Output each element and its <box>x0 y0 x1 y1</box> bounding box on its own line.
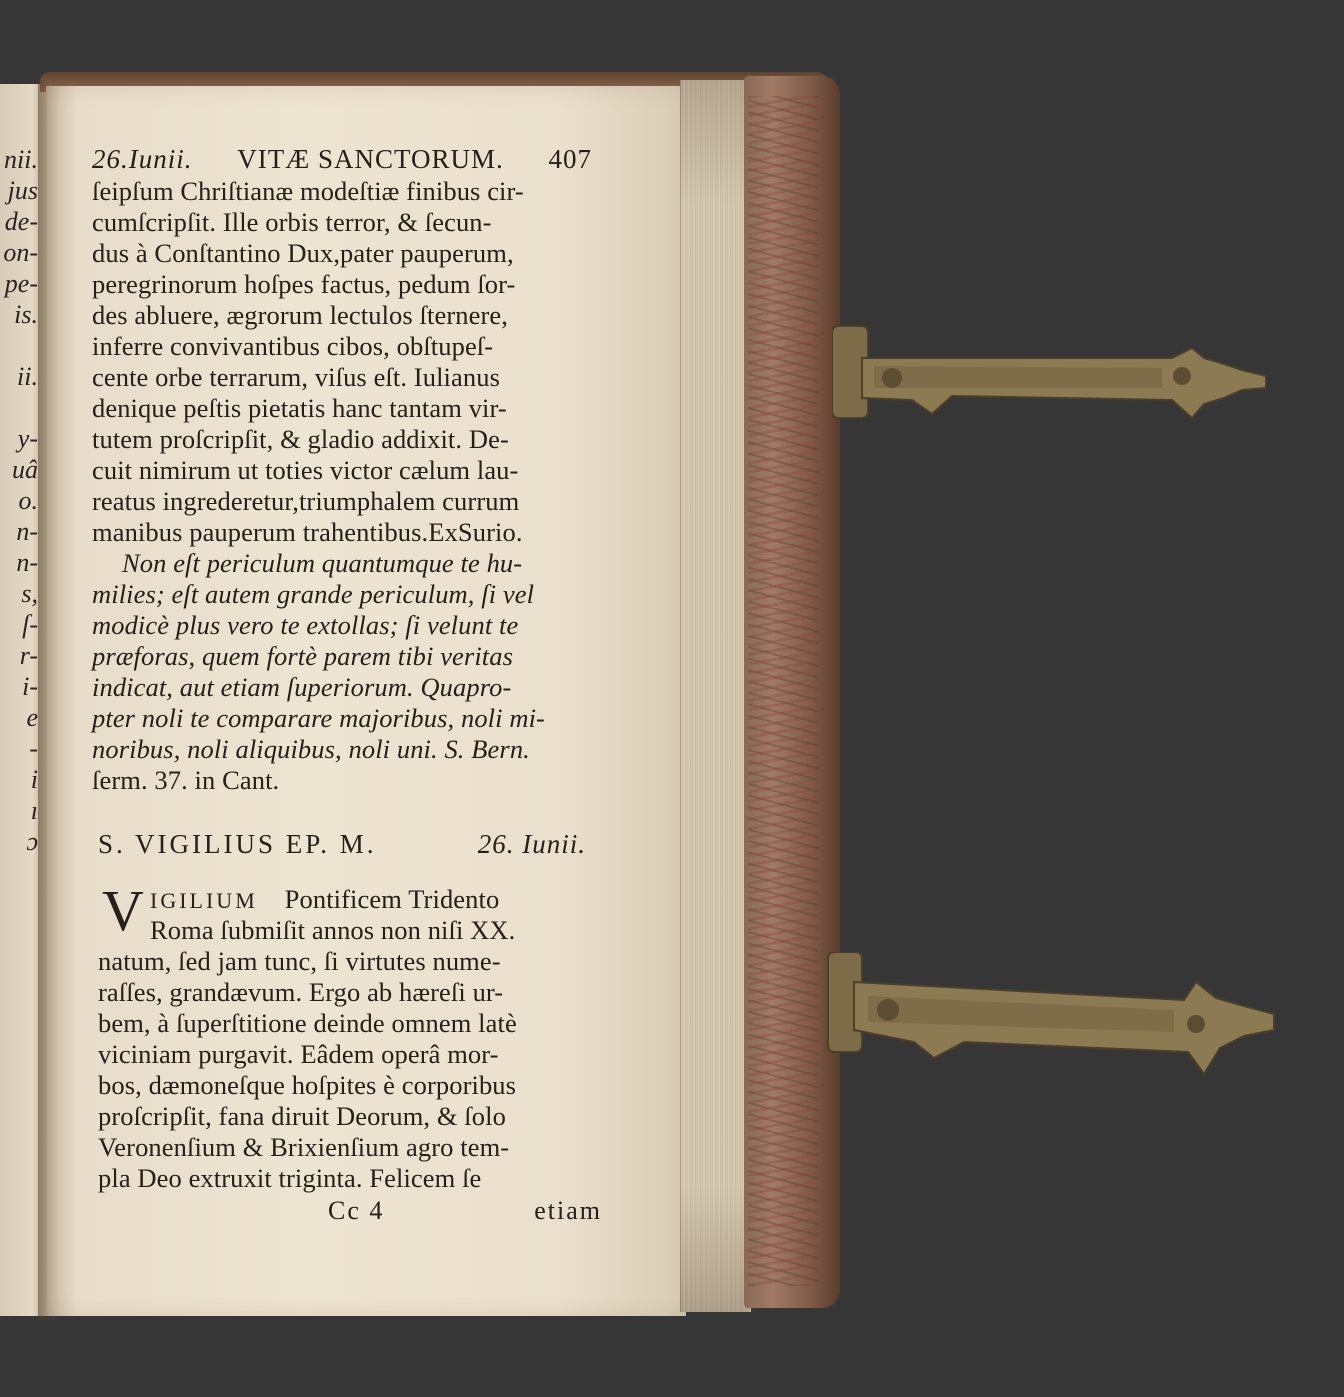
text-line: pter noli te comparare majoribus, noli mi- <box>92 703 545 733</box>
text-line: inferre convivantibus cibos, obſtupeſ- <box>92 331 494 361</box>
left-fragment: i- <box>22 672 38 701</box>
text-line: bos, dæmoneſque hoſpites è corporibus <box>98 1070 517 1100</box>
text-line: Roma ſubmiſit annos non niſi XX. <box>150 915 516 945</box>
text-line: ſerm. 37. in Cant. <box>92 765 280 795</box>
text-line: manibus pauperum trahentibus.ExSurio. <box>92 517 523 547</box>
text-line: ſeipſum Chriſtianæ modeſtiæ finibus cir- <box>92 176 524 206</box>
dropcap-row <box>98 878 592 946</box>
text-line: dus à Conſtantino Dux,pater pauperum, <box>92 238 514 268</box>
text-line: indicat, aut etiam ſuperiorum. Quapro- <box>92 672 512 702</box>
left-fragment: ii. <box>17 362 38 391</box>
page-text <box>92 142 592 1194</box>
text-line: reatus ingrederetur,triumphalem currum <box>92 486 520 516</box>
catchword: etiam <box>534 1196 602 1225</box>
left-fragment: on- <box>3 238 38 267</box>
left-fragment: s, <box>21 579 38 608</box>
left-fragment: o. <box>18 486 38 515</box>
text-line: raſſes, grandævum. Ergo ab hæreſi ur- <box>98 977 504 1007</box>
text-line: natum, ſed jam tunc, ſi virtutes nume- <box>98 946 501 976</box>
section-date: 26. Iunii. <box>477 829 586 859</box>
cover-speckle <box>748 96 818 1286</box>
left-fragment: is. <box>14 300 38 329</box>
text-line: viciniam purgavit. Eâdem operâ mor- <box>98 1039 499 1069</box>
page-number: 407 <box>548 144 592 174</box>
left-fragment: r- <box>19 641 38 670</box>
text-line: pla Deo extruxit triginta. Felicem ſe <box>98 1163 482 1193</box>
gutter-shadow <box>38 80 60 1320</box>
paragraph-2-lines <box>98 946 592 1194</box>
text-line: præforas, quem fortè parem tibi veritas <box>92 641 514 671</box>
text-line <box>98 884 592 915</box>
left-fragment: e <box>26 703 38 732</box>
fore-edge-shade <box>680 80 750 1312</box>
left-fragment: n- <box>16 548 38 577</box>
left-fragment: pe- <box>4 269 38 298</box>
left-fragment: ɔ <box>26 827 38 856</box>
drop-cap: V <box>102 878 144 943</box>
header-date: 26.Iunii. <box>92 144 193 174</box>
running-header <box>92 142 592 176</box>
left-fragment: y- <box>17 424 38 453</box>
first-line-rest: Pontificem Tridento <box>284 884 500 914</box>
text-line: modicè plus vero te extollas; ſi velunt te <box>92 610 519 640</box>
text-line: des abluere, ægrorum lectulos ſternere, <box>92 300 508 330</box>
left-fragment: ſ- <box>22 610 38 639</box>
signature-mark: Cc 4 <box>328 1196 385 1225</box>
text-line: cuit nimirum ut toties victor cælum lau- <box>92 455 519 485</box>
left-fragment: uâ <box>12 455 38 484</box>
section-heading <box>92 824 586 864</box>
text-line: Veronenſium & Brixienſium agro tem- <box>98 1132 510 1162</box>
left-fragment: n- <box>16 517 38 546</box>
text-line: Non eſt periculum quantumque te hu- <box>122 548 523 578</box>
text-line: noribus, noli aliquibus, noli uni. S. Bern. <box>92 734 530 764</box>
upper-clasp <box>832 318 1272 428</box>
text-line: cumſcripſit. Ille orbis terror, & ſecun- <box>92 207 492 237</box>
left-fragment: jus <box>7 176 38 205</box>
text-line: denique peſtis pietatis hanc tantam vir- <box>92 393 507 423</box>
header-title: VITÆ SANCTORUM. <box>237 144 504 174</box>
bernard-quote <box>92 548 592 796</box>
text-line: peregrinorum hoſpes factus, pedum ſor- <box>92 269 516 299</box>
first-word-smallcaps: IGILIUM <box>150 888 258 913</box>
text-line: milies; eſt autem grande periculum, ſi vel <box>92 579 535 609</box>
text-line: proſcripſit, fana diruit Deorum, & ſolo <box>98 1101 506 1131</box>
left-fragment: de- <box>4 207 38 236</box>
paragraph-2 <box>92 878 592 1194</box>
text-line: cente orbe terrarum, viſus eſt. Iulianus <box>92 362 500 392</box>
left-fragment: nii. <box>4 145 38 174</box>
paragraph-1 <box>92 176 592 548</box>
page-footer <box>92 1196 602 1226</box>
text-line: tutem proſcripſit, & gladio addixit. De- <box>92 424 509 454</box>
section-title: S. VIGILIUS EP. M. <box>98 829 377 859</box>
text-line: bem, à ſuperſtitione deinde omnem latè <box>98 1008 517 1038</box>
left-fragment: - <box>29 734 38 763</box>
left-fragment: i <box>30 765 38 794</box>
left-fragment: ı <box>30 796 38 825</box>
lower-clasp <box>824 952 1284 1082</box>
